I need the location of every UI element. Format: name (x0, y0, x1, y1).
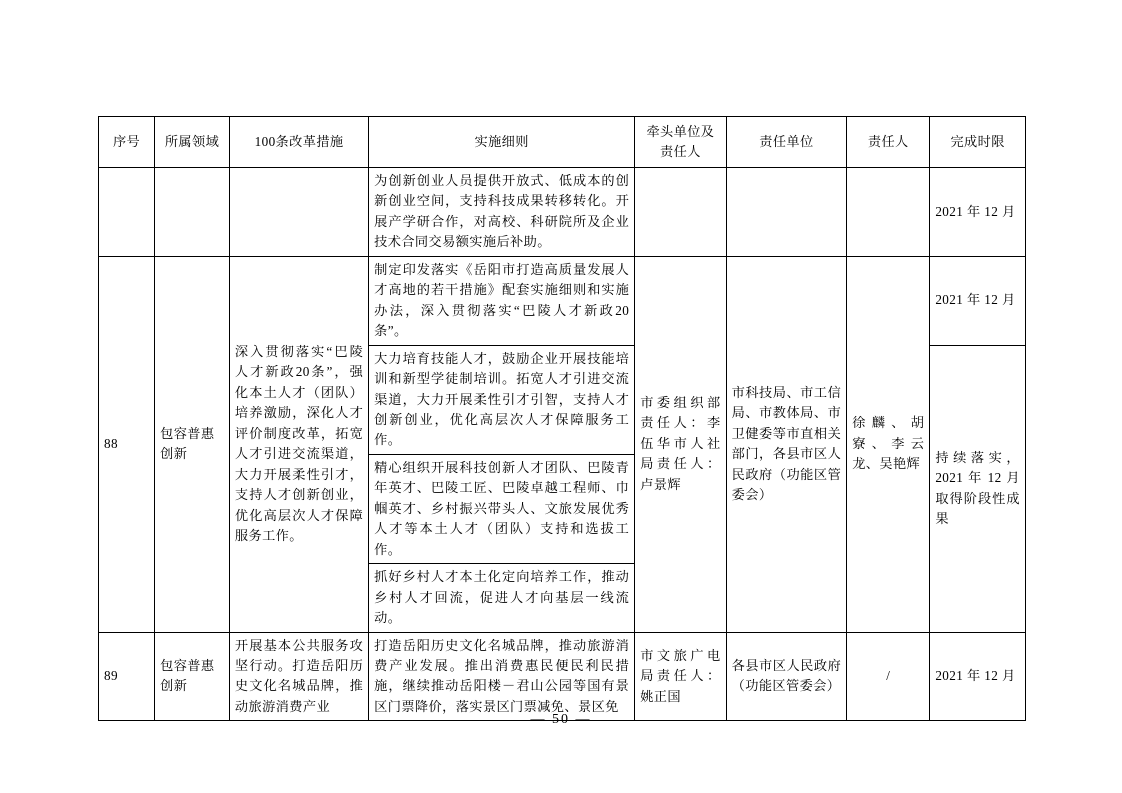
cell-measure: 开展基本公共服务攻坚行动。打造岳阳历史文化名城品牌，推动旅游消费产业 (229, 632, 368, 721)
column-header-seq: 序号 (99, 117, 155, 168)
cell-person: 徐麟、胡寮、李云龙、吴艳辉 (847, 256, 930, 632)
column-header-deadline: 完成时限 (930, 117, 1026, 168)
cell-seq: 88 (99, 256, 155, 632)
cell-field (155, 168, 230, 257)
column-header-field: 所属领域 (155, 117, 230, 168)
cell-deadline: 2021 年 12 月 (930, 256, 1026, 345)
cell-deadline: 2021 年 12 月 (930, 168, 1026, 257)
table-row (99, 168, 1026, 257)
cell-person (847, 168, 930, 257)
cell-person: / (847, 632, 930, 721)
cell-measure (229, 168, 368, 257)
reform-measures-table (98, 116, 1026, 721)
cell-field: 包容普惠创新 (155, 256, 230, 632)
cell-detail: 精心组织开展科技创新人才团队、巴陵青年英才、巴陵工匠、巴陵卓越工程师、巾帼英才、乡村振兴带头人、文旅发展优秀人才等本土人才（团队）支持和选拔工作。 (369, 454, 635, 563)
cell-deadline: 2021 年 12 月 (930, 632, 1026, 721)
column-header-duty-unit: 责任单位 (726, 117, 847, 168)
cell-detail: 大力培育技能人才，鼓励企业开展技能培训和新型学徒制培训。拓宽人才引进交流渠道，大力开展柔性引才引智，支持人才创新创业，优化高层次人才保障服务工作。 (369, 345, 635, 454)
column-header-detail: 实施细则 (369, 117, 635, 168)
cell-lead-unit (635, 168, 726, 257)
column-header-lead-unit: 牵头单位及责任人 (635, 117, 726, 168)
cell-field: 包容普惠创新 (155, 632, 230, 721)
cell-duty-unit: 市科技局、市工信局、市教体局、市卫健委等市直相关部门，各县市区人民政府（功能区管委会） (726, 256, 847, 632)
cell-detail: 抓好乡村人才本土化定向培养工作，推动乡村人才回流，促进人才向基层一线流动。 (369, 564, 635, 632)
cell-measure: 深入贯彻落实“巴陵人才新政20条”，强化本土人才（团队）培养激励，深化人才评价制度改革，拓宽人才引进交流渠道，大力开展柔性引才，支持人才创新创业，优化高层次人才保障服务工作。 (229, 256, 368, 632)
column-header-measure: 100条改革措施 (229, 117, 368, 168)
table-row (99, 632, 1026, 721)
cell-seq (99, 168, 155, 257)
cell-seq: 89 (99, 632, 155, 721)
cell-duty-unit: 各县市区人民政府（功能区管委会） (726, 632, 847, 721)
table-header-row (99, 117, 1026, 168)
page-number: — 50 — (530, 712, 592, 727)
cell-duty-unit (726, 168, 847, 257)
column-header-person: 责任人 (847, 117, 930, 168)
table-row (99, 256, 1026, 345)
cell-deadline: 持续落实，2021 年 12 月取得阶段性成果 (930, 345, 1026, 632)
cell-lead-unit: 市委组织部责任人：李伍华市人社局责任人：卢景辉 (635, 256, 726, 632)
cell-detail: 为创新创业人员提供开放式、低成本的创新创业空间，支持科技成果转移转化。开展产学研合作，对高校、科研院所及企业技术合同交易额实施后补助。 (369, 168, 635, 257)
cell-detail: 制定印发落实《岳阳市打造高质量发展人才高地的若干措施》配套实施细则和实施办法，深入贯彻落实“巴陵人才新政20条”。 (369, 256, 635, 345)
cell-detail: 打造岳阳历史文化名城品牌，推动旅游消费产业发展。推出消费惠民便民利民措施，继续推动岳阳楼－君山公园等国有景区门票降价，落实景区门票减免、景区免 (369, 632, 635, 721)
cell-lead-unit: 市文旅广电局责任人：姚正国 (635, 632, 726, 721)
